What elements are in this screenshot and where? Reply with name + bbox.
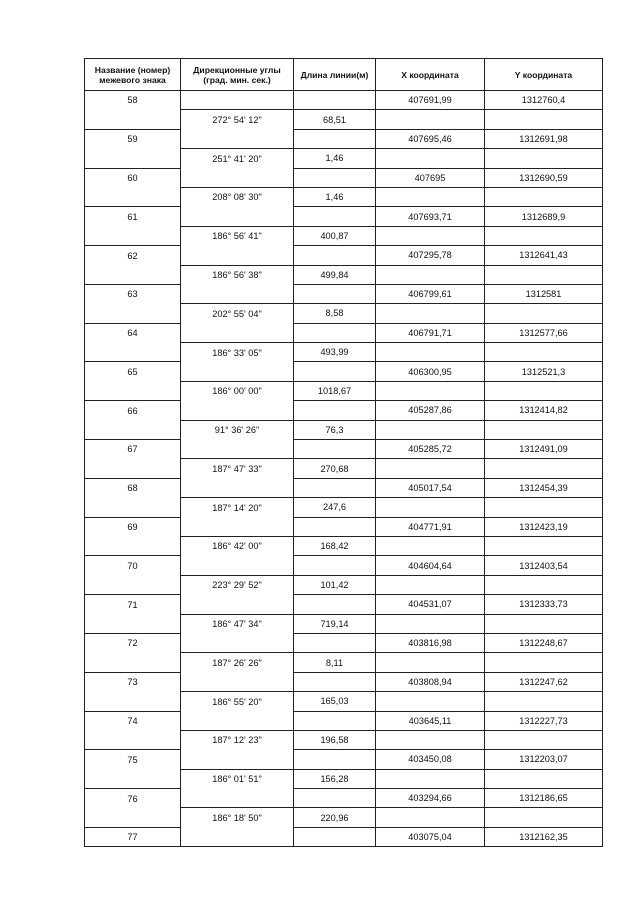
cell-direction-angle: 186° 01' 51" <box>181 769 294 788</box>
point-row <box>85 168 603 187</box>
cell-line-length <box>294 207 376 226</box>
cell-line-length: 165,03 <box>294 692 376 711</box>
cell-point-name: 61 <box>85 207 181 226</box>
cell-point-name: 63 <box>85 284 181 303</box>
cell-point-name <box>85 420 181 439</box>
cell-direction-angle <box>181 440 294 459</box>
cell-line-length: 101,42 <box>294 575 376 594</box>
cell-y-coordinate: 1312333,73 <box>485 595 603 614</box>
segment-row <box>85 459 603 478</box>
point-row <box>85 556 603 575</box>
cell-x-coordinate <box>376 575 485 594</box>
point-row <box>85 129 603 148</box>
cell-y-coordinate <box>485 769 603 788</box>
segment-row <box>85 498 603 517</box>
cell-direction-angle <box>181 750 294 769</box>
header-direction-angle: Дирекционные углы (град. мин. сек.) <box>181 59 294 91</box>
cell-direction-angle: 223° 29' 52" <box>181 575 294 594</box>
cell-point-name: 76 <box>85 789 181 808</box>
cell-direction-angle: 186° 00' 00" <box>181 381 294 400</box>
cell-point-name <box>85 498 181 517</box>
cell-line-length: 1018,67 <box>294 381 376 400</box>
point-row <box>85 401 603 420</box>
segment-row <box>85 343 603 362</box>
cell-point-name <box>85 536 181 555</box>
cell-point-name <box>85 808 181 827</box>
cell-x-coordinate <box>376 149 485 168</box>
cell-line-length <box>294 284 376 303</box>
cell-x-coordinate <box>376 653 485 672</box>
cell-line-length: 719,14 <box>294 614 376 633</box>
cell-direction-angle: 208° 08' 30" <box>181 187 294 206</box>
cell-x-coordinate: 407693,71 <box>376 207 485 226</box>
cell-point-name <box>85 187 181 206</box>
cell-point-name <box>85 653 181 672</box>
segment-row <box>85 149 603 168</box>
segment-row <box>85 653 603 672</box>
cell-point-name: 62 <box>85 246 181 265</box>
segment-row <box>85 226 603 245</box>
cell-y-coordinate: 1312203,07 <box>485 750 603 769</box>
cell-point-name <box>85 149 181 168</box>
cell-direction-angle: 186° 56' 38" <box>181 265 294 284</box>
cell-y-coordinate: 1312248,67 <box>485 633 603 652</box>
cell-x-coordinate <box>376 498 485 517</box>
cell-point-name: 58 <box>85 91 181 110</box>
cell-y-coordinate <box>485 536 603 555</box>
cell-y-coordinate <box>485 343 603 362</box>
point-row <box>85 789 603 808</box>
cell-x-coordinate <box>376 226 485 245</box>
cell-x-coordinate: 403294,66 <box>376 789 485 808</box>
cell-y-coordinate: 1312247,62 <box>485 672 603 691</box>
cell-y-coordinate: 1312521,3 <box>485 362 603 381</box>
point-row <box>85 478 603 497</box>
cell-line-length <box>294 711 376 730</box>
cell-y-coordinate: 1312690,59 <box>485 168 603 187</box>
cell-line-length <box>294 91 376 110</box>
cell-y-coordinate <box>485 498 603 517</box>
cell-point-name: 66 <box>85 401 181 420</box>
point-row <box>85 246 603 265</box>
cell-point-name <box>85 614 181 633</box>
cell-direction-angle <box>181 517 294 536</box>
cell-x-coordinate: 404604,64 <box>376 556 485 575</box>
cell-line-length <box>294 129 376 148</box>
cell-point-name: 64 <box>85 323 181 342</box>
table-header-row <box>85 59 603 91</box>
cell-x-coordinate: 406300,95 <box>376 362 485 381</box>
cell-x-coordinate: 405287,86 <box>376 401 485 420</box>
cell-x-coordinate: 403808,94 <box>376 672 485 691</box>
cell-x-coordinate <box>376 265 485 284</box>
cell-direction-angle <box>181 556 294 575</box>
cell-direction-angle <box>181 401 294 420</box>
cell-direction-angle: 202° 55' 04" <box>181 304 294 323</box>
cell-y-coordinate: 1312414,82 <box>485 401 603 420</box>
cell-point-name: 77 <box>85 827 181 846</box>
segment-row <box>85 614 603 633</box>
point-row <box>85 750 603 769</box>
cell-x-coordinate: 407691,99 <box>376 91 485 110</box>
cell-line-length <box>294 750 376 769</box>
cell-x-coordinate: 407695,46 <box>376 129 485 148</box>
cell-line-length <box>294 827 376 846</box>
point-row <box>85 323 603 342</box>
cell-point-name: 75 <box>85 750 181 769</box>
cell-point-name: 60 <box>85 168 181 187</box>
cell-point-name: 71 <box>85 595 181 614</box>
cell-y-coordinate <box>485 653 603 672</box>
cell-x-coordinate <box>376 692 485 711</box>
cell-x-coordinate: 405017,54 <box>376 478 485 497</box>
cell-point-name <box>85 381 181 400</box>
cell-direction-angle: 187° 14' 20" <box>181 498 294 517</box>
cell-direction-angle: 186° 55' 20" <box>181 692 294 711</box>
cell-line-length <box>294 672 376 691</box>
cell-direction-angle: 272° 54' 12" <box>181 110 294 129</box>
cell-point-name: 68 <box>85 478 181 497</box>
cell-x-coordinate <box>376 381 485 400</box>
cell-direction-angle: 187° 12' 23" <box>181 730 294 749</box>
cell-line-length: 270,68 <box>294 459 376 478</box>
cell-direction-angle <box>181 595 294 614</box>
point-row <box>85 672 603 691</box>
cell-line-length: 400,87 <box>294 226 376 245</box>
cell-point-name: 73 <box>85 672 181 691</box>
cell-direction-angle <box>181 711 294 730</box>
cell-line-length: 1,46 <box>294 149 376 168</box>
cell-x-coordinate <box>376 304 485 323</box>
cell-line-length: 196,58 <box>294 730 376 749</box>
cell-direction-angle <box>181 633 294 652</box>
cell-y-coordinate: 1312689,9 <box>485 207 603 226</box>
cell-point-name <box>85 304 181 323</box>
cell-x-coordinate: 403450,08 <box>376 750 485 769</box>
cell-point-name: 67 <box>85 440 181 459</box>
cell-x-coordinate <box>376 420 485 439</box>
cell-direction-angle <box>181 827 294 846</box>
cell-line-length <box>294 633 376 652</box>
point-row <box>85 91 603 110</box>
cell-x-coordinate: 405285,72 <box>376 440 485 459</box>
cell-y-coordinate: 1312760,4 <box>485 91 603 110</box>
cell-line-length <box>294 401 376 420</box>
cell-direction-angle: 187° 47' 33" <box>181 459 294 478</box>
cell-line-length: 76,3 <box>294 420 376 439</box>
cell-y-coordinate <box>485 226 603 245</box>
cell-x-coordinate: 404531,07 <box>376 595 485 614</box>
cell-y-coordinate: 1312403,54 <box>485 556 603 575</box>
segment-row <box>85 808 603 827</box>
cell-direction-angle: 186° 56' 41" <box>181 226 294 245</box>
segment-row <box>85 730 603 749</box>
cell-x-coordinate <box>376 343 485 362</box>
cell-y-coordinate <box>485 265 603 284</box>
cell-direction-angle: 186° 47' 34" <box>181 614 294 633</box>
cell-line-length <box>294 168 376 187</box>
cell-y-coordinate <box>485 730 603 749</box>
cell-point-name: 59 <box>85 129 181 148</box>
cell-x-coordinate <box>376 730 485 749</box>
cell-point-name <box>85 110 181 129</box>
cell-line-length <box>294 440 376 459</box>
point-row <box>85 517 603 536</box>
cell-direction-angle <box>181 323 294 342</box>
cell-point-name <box>85 692 181 711</box>
cell-y-coordinate <box>485 692 603 711</box>
segment-row <box>85 304 603 323</box>
cell-direction-angle: 91° 36' 26" <box>181 420 294 439</box>
cell-y-coordinate: 1312162,35 <box>485 827 603 846</box>
cell-direction-angle: 186° 18' 50" <box>181 808 294 827</box>
cell-point-name <box>85 769 181 788</box>
cell-y-coordinate <box>485 149 603 168</box>
cell-y-coordinate: 1312491,09 <box>485 440 603 459</box>
point-row <box>85 284 603 303</box>
cell-direction-angle <box>181 91 294 110</box>
cell-x-coordinate <box>376 808 485 827</box>
cell-line-length: 168,42 <box>294 536 376 555</box>
cell-line-length: 8,11 <box>294 653 376 672</box>
cell-point-name <box>85 459 181 478</box>
cell-point-name <box>85 575 181 594</box>
segment-row <box>85 536 603 555</box>
cell-point-name <box>85 730 181 749</box>
point-row <box>85 633 603 652</box>
header-x-coordinate: X координата <box>376 59 485 91</box>
cell-line-length: 493,99 <box>294 343 376 362</box>
segment-row <box>85 187 603 206</box>
cell-direction-angle <box>181 789 294 808</box>
cell-line-length: 156,28 <box>294 769 376 788</box>
cell-direction-angle <box>181 207 294 226</box>
cell-line-length: 1,46 <box>294 187 376 206</box>
cell-line-length: 220,96 <box>294 808 376 827</box>
cell-direction-angle <box>181 168 294 187</box>
cell-line-length <box>294 323 376 342</box>
cell-direction-angle <box>181 284 294 303</box>
cell-direction-angle <box>181 129 294 148</box>
cell-y-coordinate <box>485 420 603 439</box>
cell-direction-angle <box>181 362 294 381</box>
cell-x-coordinate: 406799,61 <box>376 284 485 303</box>
segment-row <box>85 265 603 284</box>
cell-y-coordinate <box>485 575 603 594</box>
cell-x-coordinate <box>376 110 485 129</box>
point-row <box>85 595 603 614</box>
cell-y-coordinate <box>485 808 603 827</box>
cell-line-length <box>294 595 376 614</box>
segment-row <box>85 381 603 400</box>
cell-y-coordinate: 1312577,66 <box>485 323 603 342</box>
segment-row <box>85 692 603 711</box>
segment-row <box>85 110 603 129</box>
cell-direction-angle: 186° 33' 05" <box>181 343 294 362</box>
point-row <box>85 362 603 381</box>
cell-x-coordinate: 407695 <box>376 168 485 187</box>
cell-y-coordinate: 1312186,65 <box>485 789 603 808</box>
cell-point-name: 74 <box>85 711 181 730</box>
cell-y-coordinate <box>485 304 603 323</box>
cell-y-coordinate <box>485 187 603 206</box>
segment-row <box>85 769 603 788</box>
cell-y-coordinate: 1312691,98 <box>485 129 603 148</box>
cell-x-coordinate: 403645,11 <box>376 711 485 730</box>
cell-direction-angle <box>181 672 294 691</box>
cell-y-coordinate: 1312423,19 <box>485 517 603 536</box>
header-y-coordinate: Y координата <box>485 59 603 91</box>
cell-y-coordinate <box>485 381 603 400</box>
cell-direction-angle: 251° 41' 20" <box>181 149 294 168</box>
cell-line-length <box>294 362 376 381</box>
cell-y-coordinate <box>485 110 603 129</box>
cell-x-coordinate <box>376 614 485 633</box>
cell-line-length <box>294 517 376 536</box>
cell-x-coordinate <box>376 536 485 555</box>
cell-direction-angle: 186° 42' 00" <box>181 536 294 555</box>
cell-point-name: 72 <box>85 633 181 652</box>
cell-x-coordinate: 406791,71 <box>376 323 485 342</box>
cell-line-length <box>294 556 376 575</box>
cell-direction-angle <box>181 478 294 497</box>
header-point-name: Название (номер) межевого знака <box>85 59 181 91</box>
cell-x-coordinate: 403075,04 <box>376 827 485 846</box>
segment-row <box>85 420 603 439</box>
cell-point-name <box>85 265 181 284</box>
cell-x-coordinate <box>376 459 485 478</box>
cell-x-coordinate <box>376 187 485 206</box>
cell-line-length <box>294 246 376 265</box>
cell-direction-angle <box>181 246 294 265</box>
cell-x-coordinate <box>376 769 485 788</box>
header-line-length: Длина линии(м) <box>294 59 376 91</box>
cell-x-coordinate: 404771,91 <box>376 517 485 536</box>
cell-point-name <box>85 343 181 362</box>
point-row <box>85 827 603 846</box>
cell-line-length: 68,51 <box>294 110 376 129</box>
cell-line-length <box>294 789 376 808</box>
point-row <box>85 711 603 730</box>
cell-line-length <box>294 478 376 497</box>
cell-x-coordinate: 403816,98 <box>376 633 485 652</box>
point-row <box>85 207 603 226</box>
cell-point-name: 65 <box>85 362 181 381</box>
cell-y-coordinate <box>485 459 603 478</box>
cell-line-length: 8,58 <box>294 304 376 323</box>
cell-direction-angle: 187° 26' 26" <box>181 653 294 672</box>
cell-x-coordinate: 407295,78 <box>376 246 485 265</box>
cell-point-name: 69 <box>85 517 181 536</box>
cell-y-coordinate: 1312227,73 <box>485 711 603 730</box>
segment-row <box>85 575 603 594</box>
cell-y-coordinate <box>485 614 603 633</box>
cell-point-name: 70 <box>85 556 181 575</box>
cell-y-coordinate: 1312454,39 <box>485 478 603 497</box>
point-row <box>85 440 603 459</box>
boundary-coordinates-table <box>84 58 603 847</box>
cell-line-length: 499,84 <box>294 265 376 284</box>
cell-line-length: 247,6 <box>294 498 376 517</box>
cell-point-name <box>85 226 181 245</box>
cell-y-coordinate: 1312581 <box>485 284 603 303</box>
cell-y-coordinate: 1312641,43 <box>485 246 603 265</box>
